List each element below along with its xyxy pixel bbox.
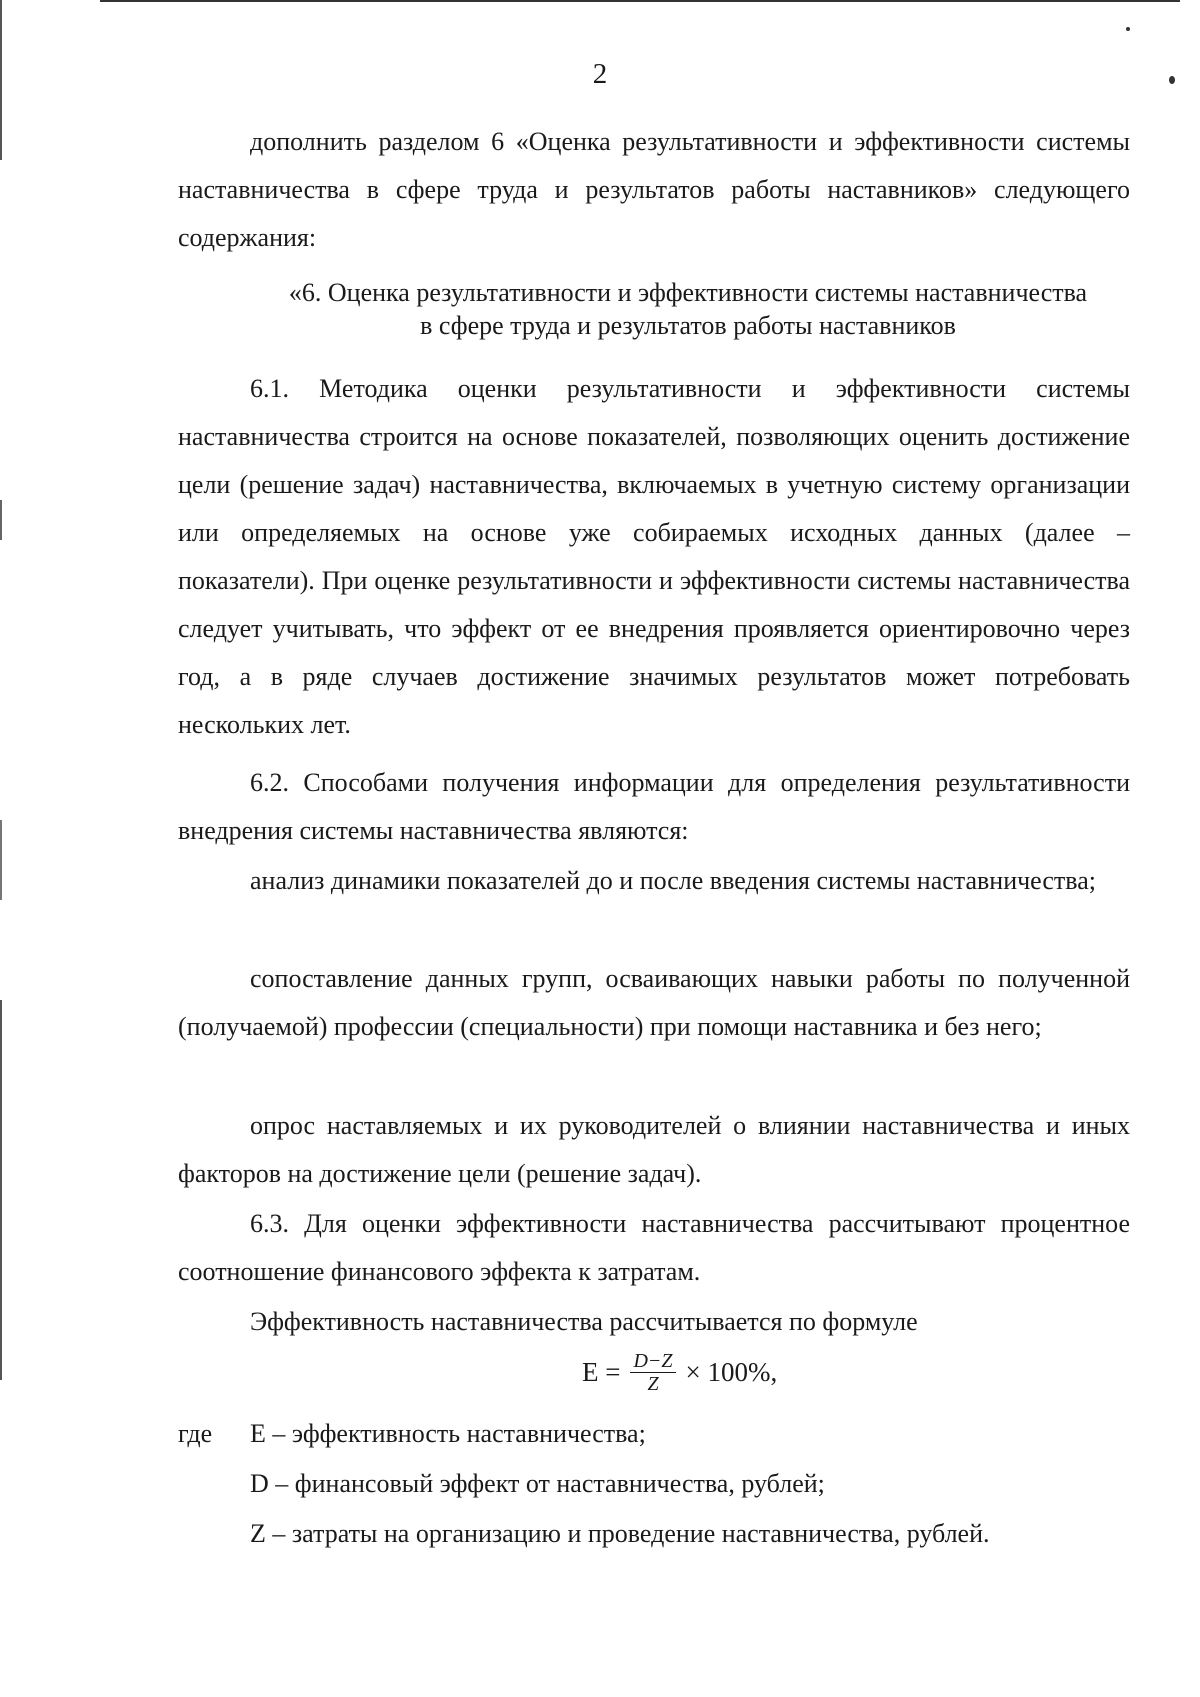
section-title-line-1: «6. Оценка результативности и эффективности системы наставничества: [288, 278, 1088, 307]
section-title-line-2: в сфере труда и результатов работы наставников: [420, 311, 956, 340]
definition-d: D – финансовый эффект от наставничества, рублей;: [250, 1469, 825, 1498]
paragraph-6-2: 6.2. Способами получения информации для определения результативности внедрения системы наставничества являются:: [178, 768, 1130, 845]
page-number: 2: [592, 58, 608, 90]
definition-z: Z – затраты на организацию и проведение наставничества, рублей.: [250, 1519, 990, 1548]
efficiency-formula: [582, 1350, 777, 1395]
list-item-survey: опрос наставляемых и их руководителей о влиянии наставничества и иных факторов на достижение цели (решение задач).: [178, 1111, 1130, 1188]
list-item-dynamics: анализ динамики показателей до и после введения системы наставничества;: [250, 866, 1096, 895]
formula-intro: Эффективность наставничества рассчитывается по формуле: [250, 1307, 918, 1336]
formula-lhs: E =: [582, 1357, 621, 1387]
paragraph-6-1: 6.1. Методика оценки результативности и эффективности системы наставничества строится на основе показателей, позволяющих оценить достижение цели (решение задач) наставничества, включаемых в учетную систему организации или определяемых на основе уже собираемых исходных данных (далее – показатели). При оценке результативности и эффективности системы наставничества следует учитывать, что эффект от ее внедрения проявляется ориентировочно через год, а в ряде случаев достижение значимых результатов может потребовать нескольких лет.: [178, 374, 1130, 739]
list-item-comparison: сопоставление данных групп, осваивающих навыки работы по полученной (получаемой) профессии (специальности) при помощи наставника и без него;: [178, 964, 1130, 1041]
where-label: где: [178, 1419, 213, 1448]
scan-top-border: [100, 0, 1180, 2]
formula-numerator: D−Z: [630, 1350, 675, 1373]
scan-speck: [1126, 27, 1130, 31]
paragraph-6-3: 6.3. Для оценки эффективности наставничества рассчитывают процентное соотношение финансового эффекта к затратам.: [178, 1209, 1130, 1286]
formula-denominator: Z: [647, 1373, 659, 1395]
definition-e: E – эффективность наставничества;: [250, 1419, 646, 1448]
intro-paragraph: дополнить разделом 6 «Оценка результативности и эффективности системы наставничества в сфере труда и результатов работы наставников» следующего содержания:: [178, 127, 1130, 252]
formula-fraction: [630, 1350, 675, 1395]
formula-rhs: × 100%,: [685, 1357, 778, 1387]
scan-left-edge: [0, 0, 2, 1697]
